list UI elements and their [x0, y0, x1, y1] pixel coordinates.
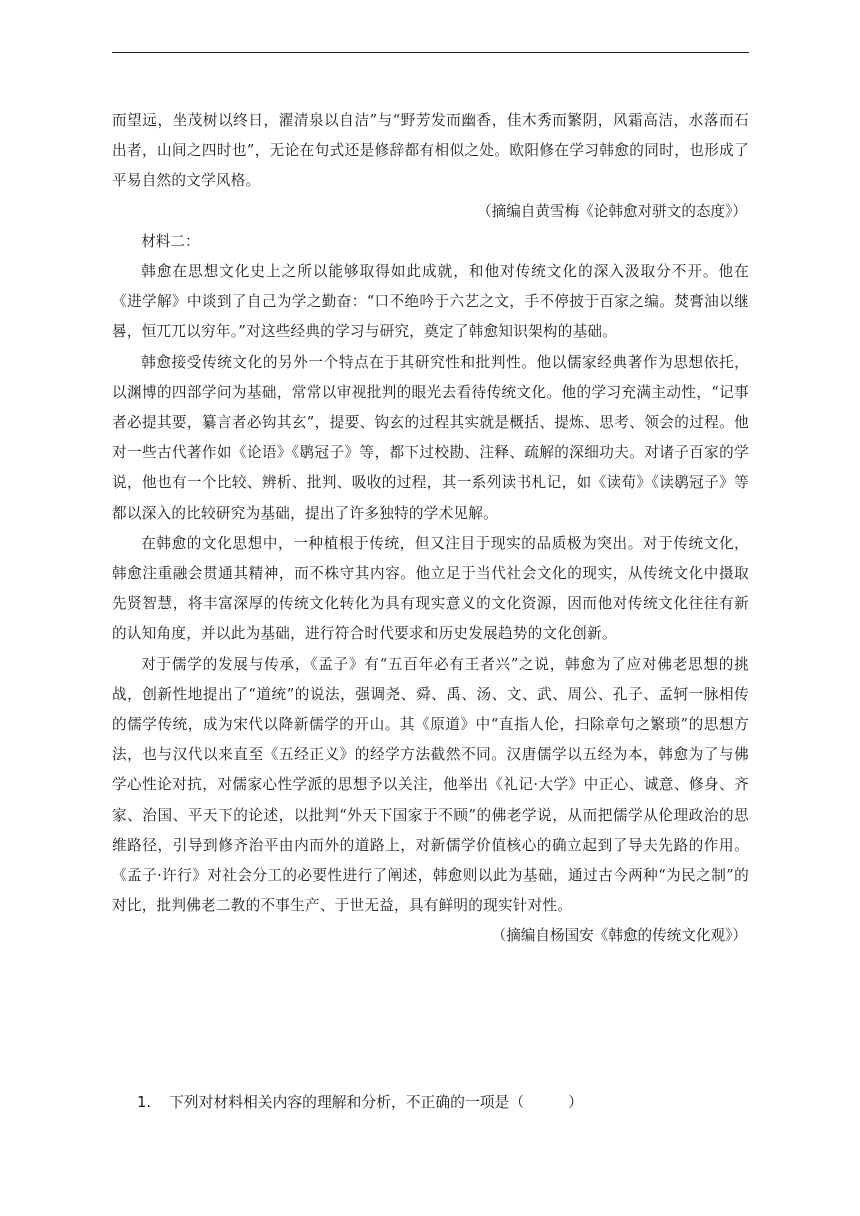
paragraph-3: 在韩愈的文化思想中，一种植根于传统，但又注目于现实的品质极为突出。对于传统文化，韩愈注重融会贯通其精神，而不株守其内容。他立足于当代社会文化的现实，从传统文化中摄取先贤智慧，将丰富深厚的传统文化转化为具有现实意义的文化资源，因而他对传统文化往往有新的认知角度，并以此为基础，进行符合时代要求和历史发展趋势的文化创新。 — [112, 534, 749, 643]
question-1 — [137, 1088, 583, 1118]
source-citation-1: （摘编自黄雪梅《论韩愈对骈文的态度》） — [477, 202, 747, 220]
paragraph-4: 对于儒学的发展与传承，《孟子》有“五百年必有王者兴”之说，韩愈为了应对佛老思想的挑战，创新性地提出了“道统”的说法，强调尧、舜、禹、汤、文、武、周公、孔子、孟轲一脉相传的儒学传统，成为宋代以降新儒学的开山。其《原道》中“直指人伦，扫除章句之繁琐”的思想方法，也与汉代以来直至《五经正义》的经学方法截然不同。汉唐儒学以五经为本，韩愈为了与佛学心性论对抗，对儒家心性学派的思想予以关注，他举出《礼记·大学》中正心、诚意、修身、齐家、治国、平天下的论述，以批判“外天下国家于不顾”的佛老学说，从而把儒学从伦理政治的思维路径，引导到修齐治平由内而外的道路上，对新儒学价值核心的确立起到了导夫先路的作用。《孟子·许行》对社会分工的必要性进行了阐述，韩愈则以此为基础，通过古今两种“为民之制”的对比，批判佛老二教的不事生产、于世无益，具有鲜明的现实针对性。 — [112, 655, 749, 915]
header-rule — [112, 52, 749, 53]
question-text: 下列对材料相关内容的理解和分析，不正确的一项是（ — [169, 1094, 525, 1111]
paragraph-2: 韩愈接受传统文化的另外一个特点在于其研究性和批判性。他以儒家经典著作为思想依托，以渊博的四部学问为基础，常常以审视批判的眼光去看待传统文化。他的学习充满主动性，“记事者必提其要，纂言者必钩其玄”，提要、钩玄的过程其实就是概括、提炼、思考、领会的过程。他对一些古代著作如《论语》《鹖冠子》等，都下过校勘、注释、疏解的深细功夫。对诸子百家的学说，他也有一个比较、辨析、批判、吸收的过程，其一系列读书札记，如《读荀》《读鹖冠子》等都以深入的比较研究为基础，提出了许多独特的学术见解。 — [112, 353, 749, 522]
paragraph-1: 韩愈在思想文化史上之所以能够取得如此成就，和他对传统文化的深入汲取分不开。他在《进学解》中谈到了自己为学之勤奋：“口不绝吟于六艺之文，手不停披于百家之编。焚膏油以继晷，恒兀兀以穷年。”对这些经典的学习与研究，奠定了韩愈知识架构的基础。 — [112, 263, 749, 341]
question-close-paren: ） — [568, 1094, 583, 1111]
material-two-heading: 材料二： — [141, 232, 200, 250]
source-citation-2: （摘编自杨国安《韩愈的传统文化观》） — [491, 927, 747, 945]
article-body — [112, 106, 749, 952]
question-number: 1. — [137, 1094, 152, 1111]
paragraph-continued: 而望远，坐茂树以终日，濯清泉以自洁”与“野芳发而幽香，佳木秀而繁阴，风霜高洁，水落而石出者，山间之四时也”，无论在句式还是修辞都有相似之处。欧阳修在学习韩愈的同时，也形成了平易自然的文学风格。 — [112, 112, 749, 190]
